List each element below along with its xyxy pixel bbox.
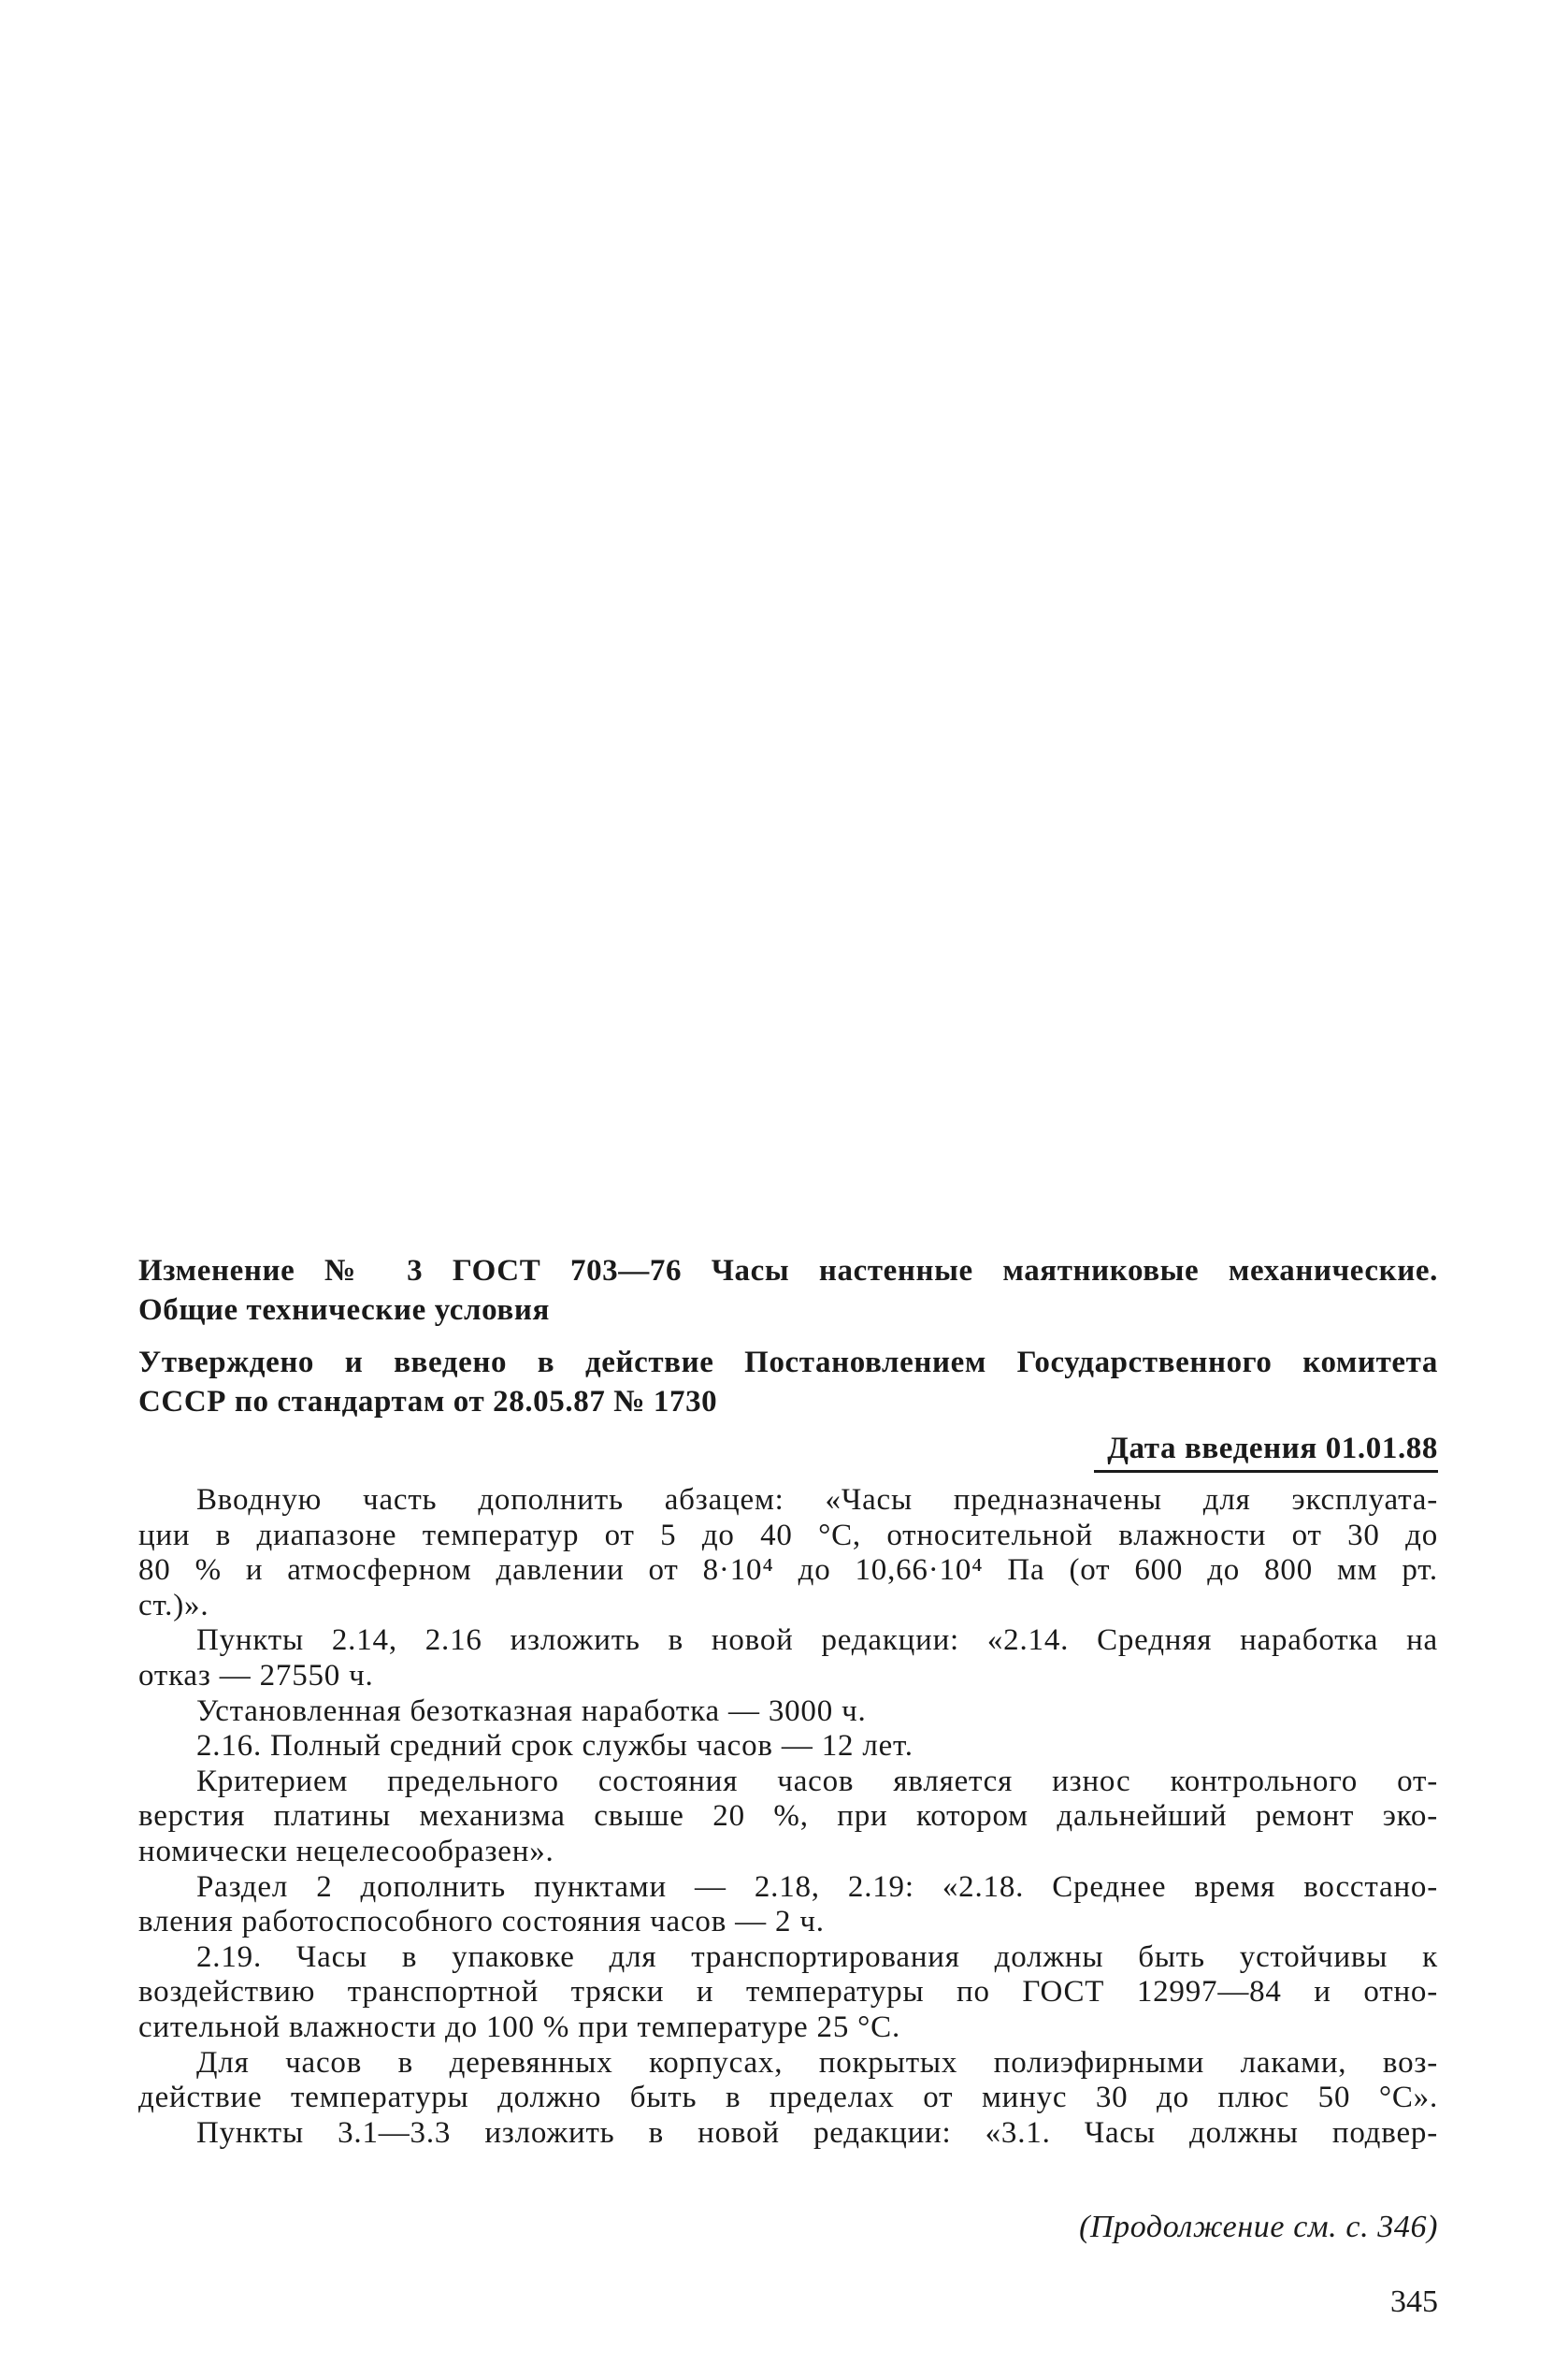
approval-line-2: СССР по стандартам от 28.05.87 № 1730 (138, 1385, 718, 1419)
approval-line-1: Утверждено и введено в действие Постановлением Государственного комитета (138, 1346, 1438, 1379)
body-line: отказ — 27550 ч. (138, 1658, 374, 1693)
body-line: Раздел 2 дополнить пунктами — 2.18, 2.19: «2.18. Среднее время восстано- (196, 1869, 1438, 1904)
continuation-note: (Продолжение см. с. 346) (1079, 2210, 1438, 2244)
body-line: Пункты 2.14, 2.16 изложить в новой редакции: «2.14. Средняя наработка на (196, 1623, 1438, 1658)
page-number: 345 (1390, 2284, 1438, 2319)
body-line: Установленная безотказная наработка — 3000 ч. (196, 1693, 867, 1728)
effective-date-row (138, 1429, 1438, 1473)
body-line: номически нецелесообразен». (138, 1834, 554, 1868)
amendment-header (138, 1251, 1438, 1473)
body-line: Для часов в деревянных корпусах, покрытых полиэфирными лаками, воз- (196, 2045, 1438, 2080)
amendment-title-line-1: Изменение № 3 ГОСТ 703—76 Часы настенные маятниковые механические. (138, 1254, 1438, 1288)
body-line: 2.19. Часы в упаковке для транспортирования должны быть устойчивы к (196, 1939, 1438, 1974)
body-line: ции в диапазоне температур от 5 до 40 °С, относительной влажности от 30 до (138, 1518, 1438, 1552)
body-line: воздействию транспортной тряски и температуры по ГОСТ 12997—84 и отно- (138, 1975, 1438, 2010)
effective-date: Дата введения 01.01.88 (1094, 1429, 1438, 1473)
approval-statement (138, 1343, 1438, 1421)
amendment-body (138, 1483, 1438, 2151)
body-line: сительной влажности до 100 % при температуре 25 °С. (138, 2010, 901, 2044)
body-line: 80 % и атмосферном давлении от 8·10⁴ до 10,66·10⁴ Па (от 600 до 800 мм рт. (138, 1553, 1438, 1588)
body-line: 2.16. Полный средний срок службы часов — 12 лет. (196, 1729, 913, 1764)
body-line: вления работоспособного состояния часов — 2 ч. (138, 1905, 825, 1939)
body-line: действие температуры должно быть в пределах от минус 30 до плюс 50 °С». (138, 2081, 1438, 2115)
body-line: ст.)». (138, 1588, 209, 1622)
amendment-title-line-2: Общие технические условия (138, 1293, 550, 1327)
body-line: Критерием предельного состояния часов является износ контрольного от- (196, 1764, 1438, 1798)
body-line: верстия платины механизма свыше 20 %, при котором дальнейший ремонт эко- (138, 1799, 1438, 1834)
body-line: Пункты 3.1—3.3 изложить в новой редакции: «3.1. Часы должны подвер- (196, 2115, 1438, 2150)
body-line: Вводную часть дополнить абзацем: «Часы предназначены для эксплуата- (196, 1483, 1438, 1517)
